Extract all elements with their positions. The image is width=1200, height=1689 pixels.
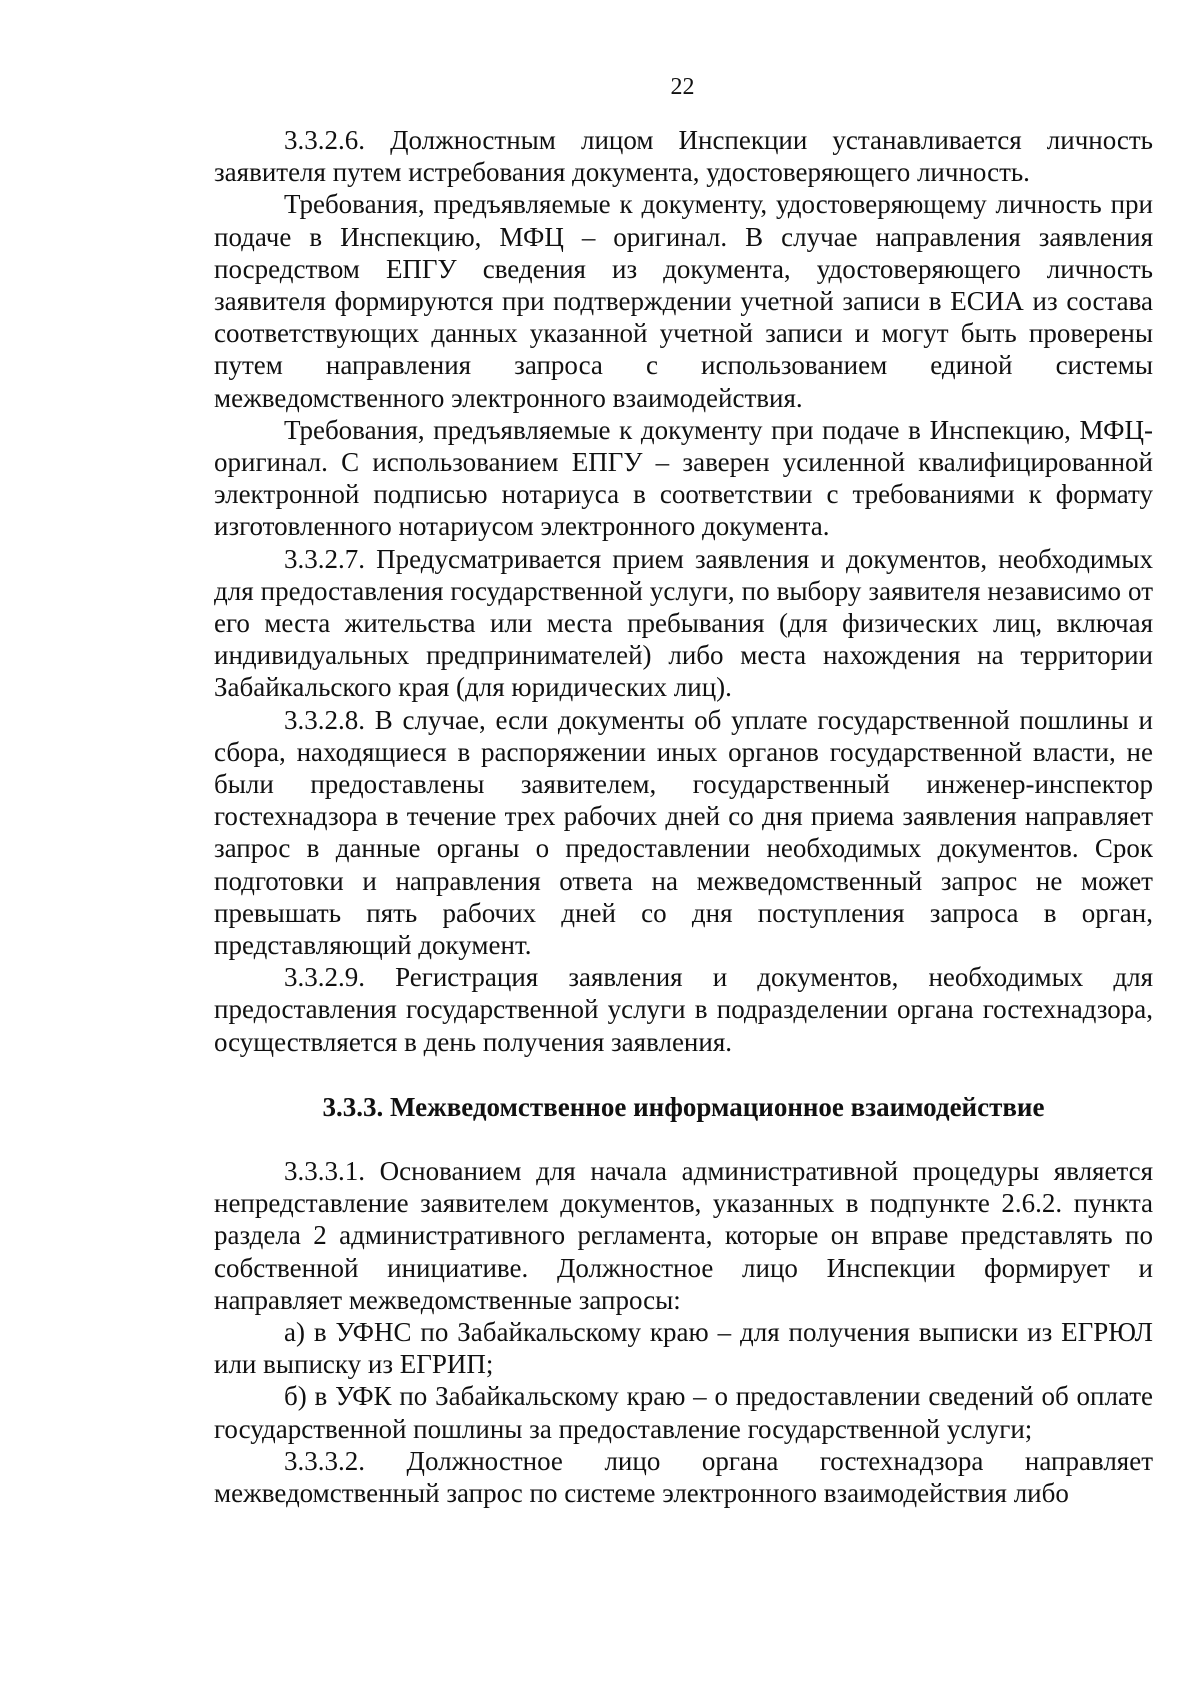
paragraph-3-3-2-6: 3.3.2.6. Должностным лицом Инспекции устанавливается личность заявителя путем истребования документа, удостоверяющего личность.	[214, 125, 1153, 188]
paragraph-item-a: а) в УФНС по Забайкальскому краю – для получения выписки из ЕГРЮЛ или выписку из ЕГРИП;	[214, 1316, 1153, 1380]
paragraph-doc-requirements: Требования, предъявляемые к документу при подаче в Инспекцию, МФЦ- оригинал. С использованием ЕПГУ – заверен усиленной квалифицированной электронной подписью нотариуса в соответствии с требованиями к формату изготовленного нотариусом электронного документа.	[214, 414, 1153, 542]
paragraph-3-3-3-1: 3.3.3.1. Основанием для начала административной процедуры является непредставление заявителем документов, указанных в подпункте 2.6.2. пункта раздела 2 административного регламента, которые он вправе представлять по собственной инициативе. Должностное лицо Инспекции формирует и направляет межведомственные запросы:	[214, 1155, 1153, 1315]
paragraph-3-3-2-7: 3.3.2.7. Предусматривается прием заявления и документов, необходимых для предоставления государственной услуги, по выбору заявителя независимо от его места жительства или места пребывания (для физических лиц, включая индивидуальных предпринимателей) либо места нахождения на территории Забайкальского края (для юридических лиц).	[214, 543, 1153, 703]
page-number: 22	[670, 74, 695, 100]
section-heading: 3.3.3. Межведомственное информационное взаимодействие	[322, 1091, 1045, 1122]
paragraph-3-3-2-8: 3.3.2.8. В случае, если документы об уплате государственной пошлины и сбора, находящиеся в распоряжении иных органов государственной власти, не были предоставлены заявителем, государственный инженер-инспектор гостехнадзора в течение трех рабочих дней со дня приема заявления направляет запрос в данные органы о предоставлении необходимых документов. Срок подготовки и направления ответа на межведомственный запрос не может превышать пять рабочих дней со дня поступления запроса в орган, представляющий документ.	[214, 704, 1153, 961]
paragraph-item-b: б) в УФК по Забайкальскому краю – о предоставлении сведений об оплате государственной пошлины за предоставление государственной услуги;	[214, 1381, 1153, 1444]
paragraph-3-3-2-9: 3.3.2.9. Регистрация заявления и документов, необходимых для предоставления государственной услуги в подразделении органа гостехнадзора, осуществляется в день получения заявления.	[214, 962, 1153, 1057]
paragraph-3-3-3-2: 3.3.3.2. Должностное лицо органа гостехнадзора направляет межведомственный запрос по системе электронного взаимодействия либо	[214, 1445, 1153, 1508]
paragraph-identity-doc-requirements: Требования, предъявляемые к документу, удостоверяющему личность при подаче в Инспекцию, МФЦ – оригинал. В случае направления заявления посредством ЕПГУ сведения из документа, удостоверяющего личность заявителя формируются при подтверждении учетной записи в ЕСИА из состава соответствующих данных указанной учетной записи и могут быть проверены путем направления запроса с использованием единой системы межведомственного электронного взаимодействия.	[214, 189, 1153, 413]
document-body	[214, 124, 1153, 1509]
